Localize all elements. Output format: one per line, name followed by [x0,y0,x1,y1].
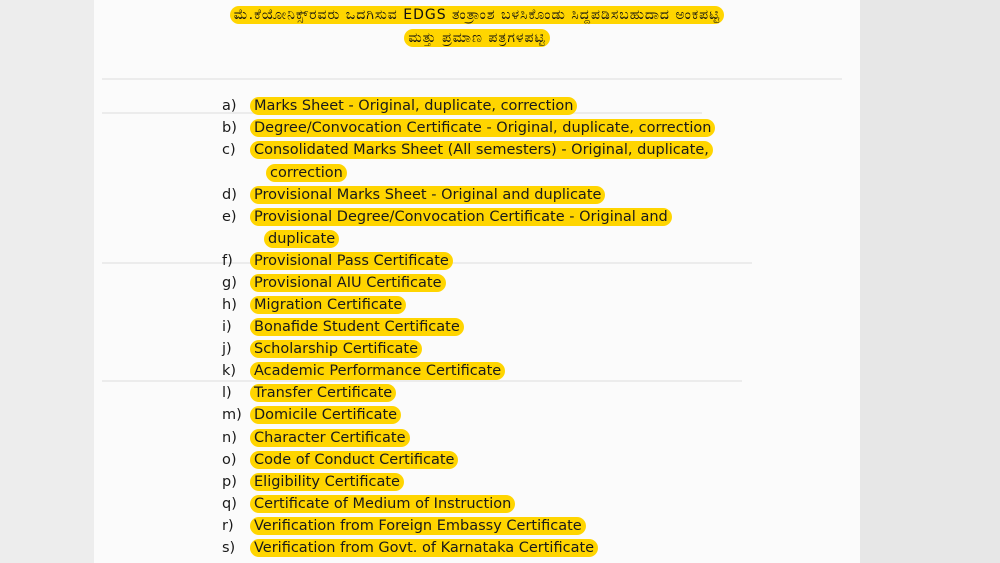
list-marker: k) [222,363,237,379]
document-heading-line2 [94,30,860,46]
list-marker: j) [222,341,232,357]
list-item [222,184,752,206]
list-item-text: Code of Conduct Certificate [250,451,458,469]
list-marker: g) [222,275,237,291]
list-item [222,382,752,404]
list-item [222,250,752,272]
document-heading-line1 [94,7,860,23]
list-marker: i) [222,319,232,335]
list-item [222,316,752,338]
list-marker: r) [222,518,234,534]
list-item-text: Domicile Certificate [250,406,401,424]
list-item-text: Verification from Foreign Embassy Certificate [250,517,586,535]
list-marker: d) [222,187,237,203]
list-item [222,338,752,360]
list-item [222,537,752,559]
list-item-text: Bonafide Student Certificate [250,318,464,336]
list-item [222,360,752,382]
list-item [222,427,752,449]
list-item-text: Scholarship Certificate [250,340,422,358]
list-item-continuation [266,162,347,184]
list-item [222,515,752,537]
list-marker: o) [222,452,237,468]
list-item-text: Consolidated Marks Sheet (All semesters) - Original, duplicate, [250,141,713,159]
list-marker: l) [222,385,232,401]
list-item [222,272,752,294]
list-item-text: Marks Sheet - Original, duplicate, correction [250,97,577,115]
list-item-continuation-text: correction [266,164,347,182]
heading-line1-text: ಮೆ.ಕೆಯೋನಿಕ್ಸ್‌ರವರು ಒದಗಿಸುವ EDGS ತಂತ್ರಾಂಶ ಬಳಸಿಕೊಂಡು ಸಿದ್ದಪಡಿಸಬಹುದಾದ ಅಂಕಪಟ್ಟಿ [230,6,725,24]
list-marker: m) [222,407,242,423]
list-item-text: Provisional Pass Certificate [250,252,453,270]
list-item-text: Migration Certificate [250,296,406,314]
list-marker: a) [222,98,237,114]
left-margin [0,0,94,563]
faint-bleed-line [102,78,842,80]
list-item-text: Provisional Degree/Convocation Certificate - Original and [250,208,672,226]
list-item-text: Degree/Convocation Certificate - Original, duplicate, correction [250,119,715,137]
list-item [222,294,752,316]
list-item-continuation [264,228,339,250]
list-marker: b) [222,120,237,136]
list-item-text: Provisional AIU Certificate [250,274,446,292]
list-marker: q) [222,496,237,512]
list-marker: e) [222,209,237,225]
viewer-right-panel [860,0,1000,563]
list-item-text: Character Certificate [250,429,410,447]
list-marker: n) [222,430,237,446]
list-item-text: Transfer Certificate [250,384,396,402]
list-item [222,139,752,161]
list-item [222,95,752,117]
list-marker: s) [222,540,236,556]
list-item [222,493,752,515]
list-item-text: Eligibility Certificate [250,473,404,491]
heading-line2-text: ಮತ್ತು ಪ್ರಮಾಣ ಪತ್ರಗಳಪಟ್ಟಿ [404,29,549,47]
list-item [222,206,752,228]
list-item-text: Provisional Marks Sheet - Original and duplicate [250,186,605,204]
list-item [222,117,752,139]
list-item-text: Verification from Govt. of Karnataka Certificate [250,539,598,557]
list-item-text: Academic Performance Certificate [250,362,505,380]
list-item [222,404,752,426]
list-marker: h) [222,297,237,313]
list-item-text: Certificate of Medium of Instruction [250,495,515,513]
list-marker: f) [222,253,233,269]
list-item [222,471,752,493]
list-item-continuation-text: duplicate [264,230,339,248]
list-item [222,449,752,471]
list-marker: c) [222,142,236,158]
list-marker: p) [222,474,237,490]
